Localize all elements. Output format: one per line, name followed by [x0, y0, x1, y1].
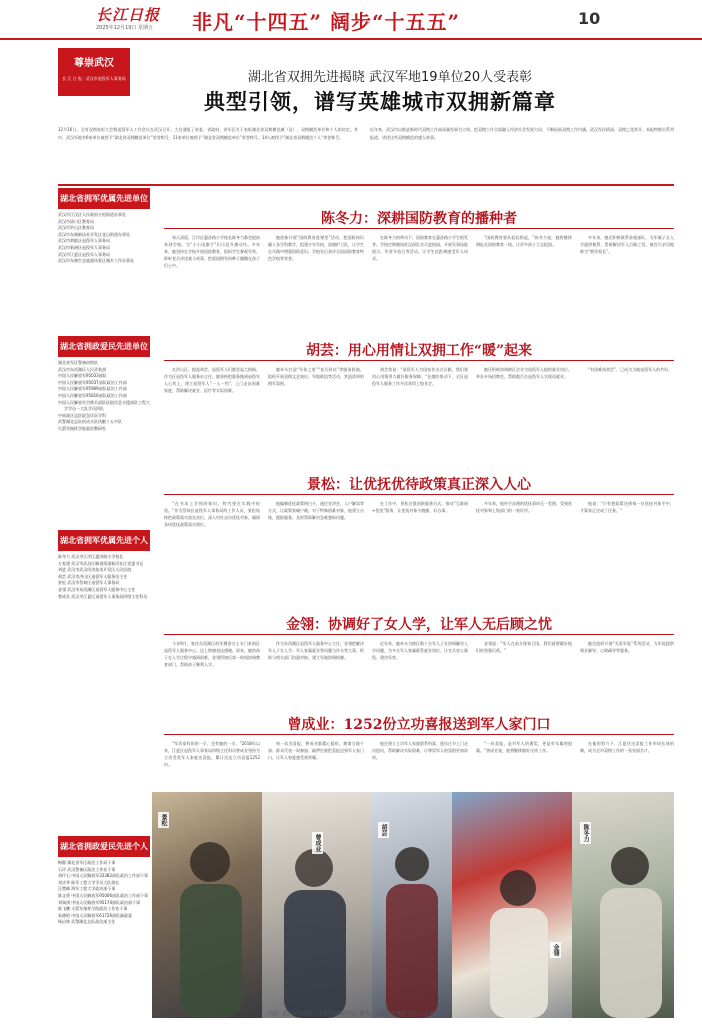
section-divider [164, 360, 674, 361]
section-title: 金翎：协调好了女人学，让军人无后顾之忧 [286, 617, 552, 633]
section-column: “一份喜报，是对军人的褒奖，更是对军属的慰藉。”曾成业说，他将继续做好这项工作。 [476, 741, 572, 753]
list-item: 刘瑞祺 中国人民解放军95174部队政治部干事 [58, 899, 140, 905]
honor-box-title: 湖北省拥军优属先进单位 [58, 188, 150, 209]
portrait-photo [452, 792, 572, 1018]
list-item: 中国人民解放军95033部队 [58, 373, 107, 379]
list-item: 杨启林 武警湖北总队政治部主任 [58, 919, 116, 925]
honor-roll-sidebar [58, 188, 150, 1008]
section-column: 他还建立立功军人家庭联系档案，逢年过节上门走访慰问，帮助解决实际困难，让尊崇军人的氛围更加浓厚。 [372, 741, 468, 760]
section-divider [164, 494, 674, 495]
list-item: 武汉市江汉区人民政府万松街道办事处 [58, 212, 126, 217]
list-item: 金翎 武汉市东西湖区退役军人服务中心主任 [58, 586, 136, 592]
photo-caption: 金翎 [552, 944, 559, 956]
section-column: 今年9月，家住东西湖区的军嫂金女士专门来到区退役军人服务中心，送上锦旗表达感谢。原来，她的孩子在入学过程中遇到困难，金翎得知后第一时间协调教育部门，帮助孩子顺利入学。 [164, 641, 260, 667]
person-silhouette-icon [262, 792, 372, 1018]
list-item: 火箭军指挥学院政治教研室 [58, 425, 106, 431]
person-silhouette-icon [452, 792, 572, 1018]
portrait-photo [372, 792, 452, 1018]
honor-box [58, 530, 150, 600]
section-column: 多年来，他经手办理的优抚事项无一差错，受到优抚对象和上级部门的一致好评。 [476, 501, 572, 513]
section-column: 在工作中，景松注重创新服务方式，推动“互联网+优抚”服务，让优抚对象少跑腿、好办事。 [372, 501, 468, 513]
list-item: 中部战区总医院急诊医学科 [58, 412, 106, 418]
section-title: 陈冬力：深耕国防教育的播种者 [321, 211, 517, 227]
section-divider [164, 634, 674, 635]
section-column: 在陈冬力的带动下，国防教育在惠济路小学生根发芽。学校定期邀请驻汉部队官兵进校园，开展军事技能展示、军营开放日等活动，让学生近距离感受军人风采。 [372, 235, 468, 261]
lead-paragraph-left: 12月16日，全省双拥表彰大会暨退役军人工作会议在武汉召开。大会通报了省委、省政府、省军区关于表彰湖北省双拥模范城（县）、双拥模范单位和个人的决定。其中，武汉军地有6家单位被授予“湖北省双拥模范单位”荣誉称号，11家单位被授予“湖北省双拥模范单位”荣誉称号，14人被授予“湖北省双拥模范个人”荣誉称号。 [58, 127, 358, 140]
honor-box-title: 湖北省拥政爱民先进个人 [58, 836, 150, 857]
header-divider [58, 184, 674, 186]
section-column: “国防教育要从娃娃抓起。”陈冬力说，她将继续耕耘在国防教育一线，让更多孩子立志报国。 [476, 235, 572, 247]
section-column: 她还积极协调辖区企业为退役军人提供就业岗位，举办专场招聘会，帮助数百名退役军人实现再就业。 [476, 367, 572, 379]
list-item: 武警湖北总队机动支队执勤十五中队 [58, 419, 122, 425]
list-item: 陈飞鹏 火箭军指挥学院政治工作处干事 [58, 906, 128, 912]
lead-paragraph-right: 近年来，武汉市以推进新时代双拥工作高质量发展为主线，把双拥工作全面融入经济社会发展大局，不断拓展双拥工作内涵。武汉军民情深，双拥之花常开。本报特推出系列报道，讲述这些双拥模范的感人故事。 [370, 127, 674, 140]
photo-caption: 景松 [160, 814, 167, 826]
section-column: 她创新开展“国防教育进课堂”活动，把国防知识融入各学科教学，组建少年军校、国旗护卫队，让学生在实践中增强国防意识。学校先后获评全国国防教育特色学校等荣誉。 [268, 235, 364, 261]
section-column: 在他的努力下，江夏区送喜报工作形成长效机制，成为全市双拥工作的一张亮丽名片。 [580, 741, 674, 753]
list-item: 梅静 湖北省军区政治工作局干事 [58, 860, 116, 865]
portrait-photo [262, 792, 372, 1018]
list-item: 武汉市江夏区退役军人事务局 [58, 251, 110, 257]
section-column: 作为东西湖区退役军人服务中心主任，金翎把解决军人子女入学、军人家属就业等问题当作头等大事，积极与相关部门沟通对接，建立军地协调机制。 [268, 641, 364, 660]
list-item: 湖北省军区警备纠察队 [58, 360, 98, 365]
list-item: 武汉市洪山区教育局 [58, 225, 94, 231]
honor-box [58, 336, 150, 433]
section-column: 多年来，她还积极联系驻地部队，为军属子女入学提供便利，帮助解决军人后顾之忧，被官兵亲切地称为“拥军校长”。 [580, 235, 674, 254]
list-item: 中国人民解放军95037部队政治工作部 [58, 379, 127, 385]
section-divider [164, 734, 674, 735]
list-item: 陈冬力 武汉市江岸区惠济路小学校长 [58, 554, 124, 559]
section-title: 曾成业：1252份立功喜报送到军人家门口 [287, 717, 551, 733]
section-divider [164, 228, 674, 229]
list-item: 朱德昭 中国人民解放军61726部队副政委 [58, 912, 132, 918]
list-item: 武汉市东湖新技术开发区花山街道办事处 [58, 231, 130, 237]
list-item: 刘进 武汉市武汉经济技术开发区人民医院 [58, 567, 132, 573]
section-column: 她牵头打造“军休之家”“老兵驿站”等服务阵地，组织开展双拥文艺演出、军地联谊等活动，营造浓厚的拥军氛围。 [268, 367, 364, 386]
list-item: 万家建 武汉市武昌区顺道街道新河社区党委书记 [58, 560, 144, 566]
section-column: 每天清晨，江岸区惠济路小学校长陈冬力都会提前来到学校，为“小小国旗手”们示范升旗动作。多年来，她坚持在学校开展国防教育，组织学生参观军营、聆听老兵讲述战斗故事，把爱国拥军的种子播撒在孩子们心中。 [164, 235, 260, 268]
honor-box [58, 188, 150, 265]
list-item: 刘庆华 陆军工程大学学员大队排长 [58, 879, 120, 885]
list-item: 石玲 武汉警备区政治工作处干事 [58, 866, 116, 872]
section-column: “军功章有你的一半，也有她的一半。”2018年以来，江夏区退役军人事务局四级主任科员曾成业坚持为立功受奖军人家庭送喜报，累计送达立功喜报1252份。 [164, 741, 260, 767]
section-column: “在书本上学到的知识，终究要在实践中检验。”作为蔡甸区退役军人事务局的工作人员，景松始终把政策落实放在首位，深入村社走访优抚对象，确保各项优抚政策落实到位。 [164, 501, 260, 527]
section-column: 在洪山区，提起胡芸，退役军人们都竖起大拇指。作为区退役军人服务站主任，她坚持把服务做到退役军人心坎上，建立退役军人“一人一档”，上门走访困难家庭，帮助解决就业、医疗等实际困难。 [164, 367, 260, 393]
section-column: “有困难找胡芸”，已成为当地退役军人的共识。 [588, 367, 673, 372]
section-column: 金翎说：“军人在前方保家卫国，我们就要做好他们的坚强后盾。” [476, 641, 572, 653]
list-item: 武汉市黄陂区退役军人事务局 [58, 238, 110, 244]
publication-date: 2025年12月19日 星期五 [96, 25, 154, 31]
list-item: 中国人民解放军95816部队政治工作部 [58, 392, 127, 398]
portrait-photo [572, 792, 674, 1018]
section-title: 胡芸：用心用情让双拥工作“暖”起来 [305, 343, 533, 359]
section-column: 他编制优抚政策明白卡，通过宣讲会、入户解读等方式，让政策家喻户晓。对于特殊困难对象，他建立台账，跟踪服务，及时帮助解决急难愁盼问题。 [268, 501, 364, 520]
list-item: 胡芸 武汉市洪山区退役军人服务站主任 [58, 573, 128, 579]
section-column: 每一次送喜报，曾成业都精心组织，邀请当地干部、群众代表一同参加，敲锣打鼓把喜报送到军人家门口，让军人家庭感受到荣耀。 [268, 741, 364, 760]
photo-caption: 曾成业 [314, 834, 321, 852]
article-kicker: 湖北省双拥先进揭晓 武汉军地19单位20人受表彰 [247, 70, 533, 85]
section-column: 胡芸常说：“退役军人为国家作出过贡献，我们要用心用情用力做好服务保障。”在她的推动下，全区退役军人服务工作多次获得上级肯定。 [372, 367, 468, 386]
list-item: 景松 武汉市蔡甸区退役军人事务局 [58, 580, 120, 586]
honor-box-title: 湖北省拥政爱民先进单位 [58, 336, 150, 357]
portrait-photo [152, 792, 262, 1018]
list-item: 中国人民解放军空降兵部队医院信息支援部队工程大学学员一大队学员四队 [58, 399, 150, 412]
honor-box [58, 836, 150, 926]
page-header [0, 0, 702, 40]
honor-box-title: 湖北省拥军优属先进个人 [58, 530, 150, 551]
list-item: 胡仟石 中国人民解放军32382部队政治工作部干事 [58, 873, 148, 879]
list-item: 武汉市新洲区退役军人事务局 [58, 244, 110, 250]
page-number: 10 [578, 9, 601, 28]
newspaper-logo: 长江日报 [96, 6, 161, 24]
list-item: 汪楚峰 海军工程大学政治部干事 [58, 886, 116, 892]
column-title: 尊崇武汉 [74, 58, 114, 69]
list-item: 武汉市东西湖区人民武装部 [58, 366, 106, 372]
list-item: 陈文勇 中国人民解放军95006部队政治工作部干事 [58, 892, 148, 898]
page-footer-credits: 出品：武汉市退役军人事务局融媒体中心 撰文：丁振琪 朱琳妮 刘芯 石昌瑞 [267, 1011, 435, 1017]
list-item: 曾成业 武汉市江夏区退役军人事务局四级主任科员 [58, 593, 148, 599]
article-headline: 典型引领，谱写英雄城市双拥新篇章 [204, 89, 556, 114]
photo-caption: 陈冬力 [582, 824, 589, 842]
list-item: 武汉市东湖生态旅游风景区城乡工作办事处 [58, 258, 134, 264]
list-item: 武汉市硚口区教育局 [58, 218, 94, 224]
list-item: 中国人民解放军95969部队政治工作部 [58, 386, 127, 392]
header-slogan: 非凡“十四五” 阔步“十五五” [192, 10, 460, 34]
column-subtitle: 长 江 日 报 · 武汉市退役军人事务局 [62, 76, 126, 81]
section-title: 景松：让优抚优待政策真正深入人心 [307, 477, 531, 493]
section-column: 他说：“只有把政策送到每一位优抚对象手中，才算真正完成了任务。” [580, 501, 674, 513]
photo-caption: 胡芸 [380, 824, 387, 836]
section-column: 她还组织开展“关爱军娃”系列活动，为军娃提供课业辅导、心理疏导等服务。 [580, 641, 674, 653]
section-column: 近年来，她牵头为辖区数十名军人子女协调解决入学问题，为多名军人家属联系就业岗位，让官兵安心服役、建功军营。 [372, 641, 468, 660]
